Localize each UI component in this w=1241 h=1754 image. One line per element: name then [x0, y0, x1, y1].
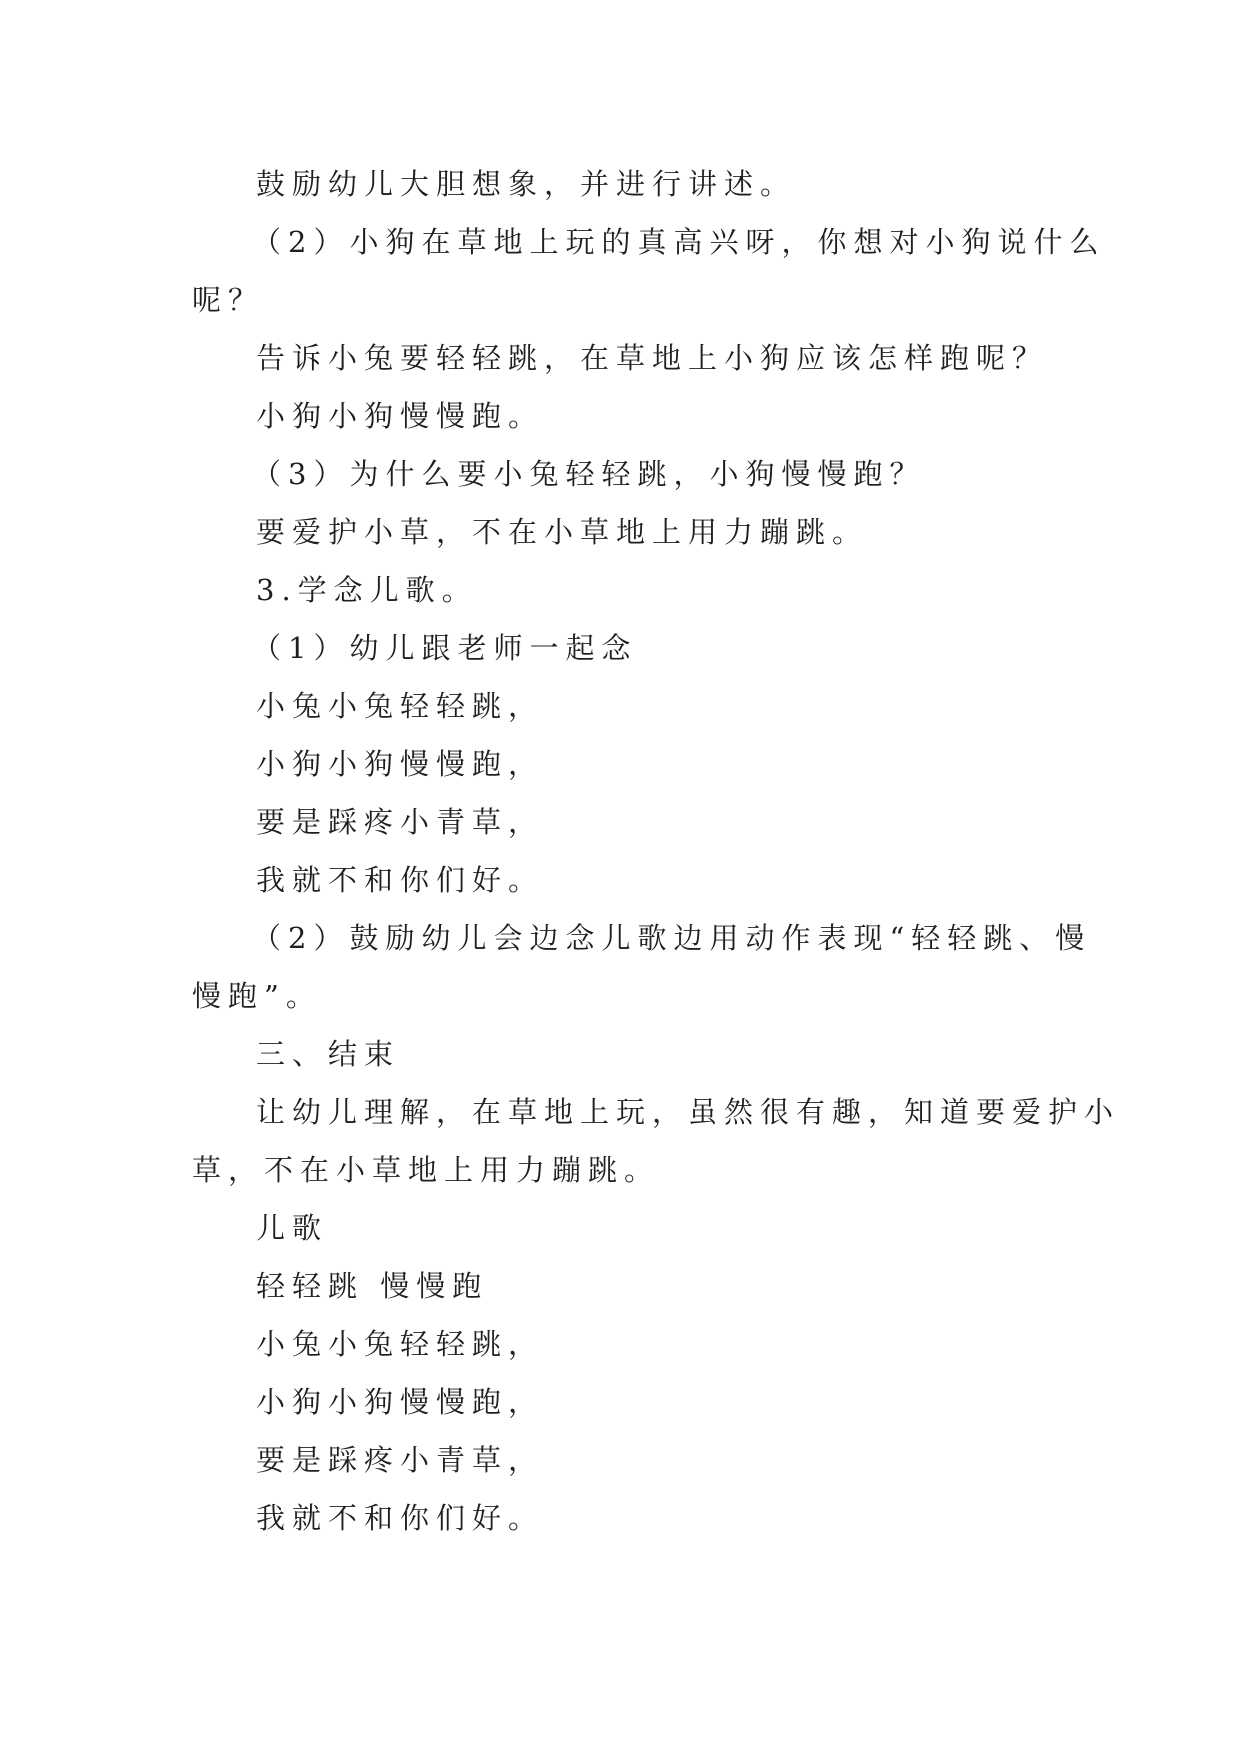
poem-line: 小兔小兔轻轻跳， [256, 689, 545, 723]
document-body [192, 155, 1121, 1547]
paragraph-line: 小狗小狗慢慢跑。 [256, 399, 545, 433]
paragraph-line: 慢跑”。 [192, 979, 322, 1013]
poem-line: 小狗小狗慢慢跑， [256, 747, 545, 781]
section-heading: 3.学念儿歌。 [256, 573, 478, 607]
paragraph-line: 告诉小兔要轻轻跳，在草地上小狗应该怎样跑呢？ [256, 341, 1049, 375]
poem-line: 要是踩疼小青草， [256, 805, 545, 839]
poem-title: 轻轻跳 慢慢跑 [256, 1269, 489, 1303]
paragraph-line: （1）幼儿跟老师一起念 [252, 631, 638, 665]
section-heading: 三、结束 [256, 1037, 401, 1071]
paragraph-line: 呢？ [192, 283, 265, 317]
paragraph-line: 草，不在小草地上用力蹦跳。 [192, 1153, 661, 1187]
poem-line: 我就不和你们好。 [256, 1501, 545, 1535]
poem-line: 小兔小兔轻轻跳， [256, 1327, 545, 1361]
poem-line: 小狗小狗慢慢跑， [256, 1385, 545, 1419]
paragraph-line: 要爱护小草，不在小草地上用力蹦跳。 [256, 515, 869, 549]
paragraph-line: （2）小狗在草地上玩的真高兴呀，你想对小狗说什么 [252, 225, 1106, 259]
poem-line: 要是踩疼小青草， [256, 1443, 545, 1477]
paragraph-line: （2）鼓励幼儿会边念儿歌边用动作表现“轻轻跳、慢 [252, 921, 1092, 955]
paragraph-line: 鼓励幼儿大胆想象，并进行讲述。 [256, 167, 797, 201]
section-heading: 儿歌 [256, 1211, 329, 1245]
paragraph-line: 让幼儿理解，在草地上玩，虽然很有趣，知道要爱护小 [256, 1095, 1121, 1129]
poem-line: 我就不和你们好。 [256, 863, 545, 897]
paragraph-line: （3）为什么要小兔轻轻跳，小狗慢慢跑？ [252, 457, 926, 491]
